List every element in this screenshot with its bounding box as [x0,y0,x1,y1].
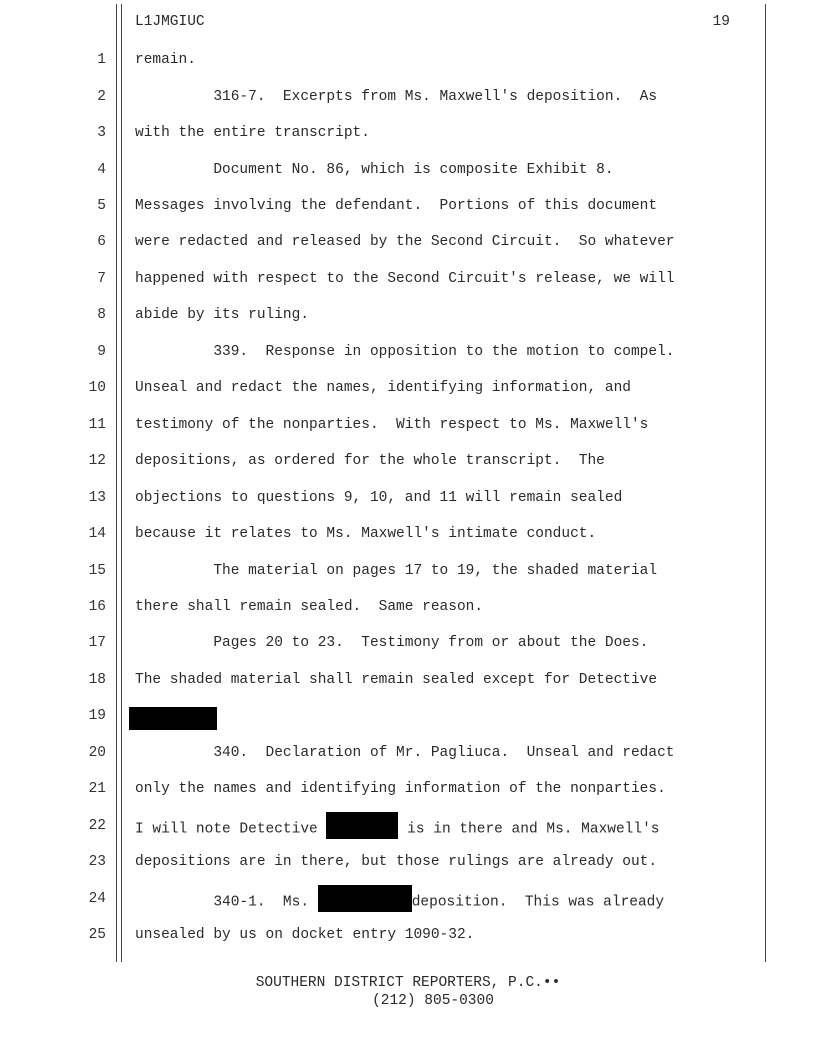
line-text: abide by its ruling. [135,307,310,323]
line-text: because it relates to Ms. Maxwell's intimate conduct. [135,526,597,542]
transcript-line [0,52,816,76]
line-number: 16 [88,599,106,615]
line-number: 20 [88,745,106,761]
line-text-after-redaction: deposition. This was already [411,894,665,911]
transcript-line [0,234,816,258]
transcript-line [0,854,816,878]
line-text: depositions are in there, but those rulings are already out. [135,854,658,870]
line-number: 5 [97,198,106,214]
reporter-phone: (212) 805-0300 [372,993,494,1009]
line-text: were redacted and released by the Second Circuit. So whatever [135,234,675,250]
line-number: 3 [97,125,106,141]
line-number: 13 [88,490,106,506]
transcript-line [0,635,816,659]
transcript-line [0,162,816,186]
line-number: 24 [88,891,106,907]
line-number: 15 [88,563,106,579]
line-number: 22 [88,818,106,834]
transcript-line [0,708,816,732]
line-text: Document No. 86, which is composite Exhibit 8. [135,162,614,178]
line-text: The material on pages 17 to 19, the shaded material [135,563,658,579]
line-number: 12 [88,453,106,469]
line-text: depositions, as ordered for the whole transcript. The [135,453,605,469]
line-number: 1 [97,52,106,68]
transcript-line [0,490,816,514]
redaction-box [326,812,398,839]
redaction-box [129,707,217,730]
line-number: 21 [88,781,106,797]
line-text: Unseal and redact the names, identifying information, and [135,380,631,396]
transcript-line [0,526,816,550]
line-text: The shaded material shall remain sealed except for Detective [135,672,658,688]
line-number: 14 [88,526,106,542]
transcript-line [0,125,816,149]
page-number: 19 [712,14,730,30]
transcript-line [0,818,816,842]
transcript-line [0,781,816,805]
line-text: objections to questions 9, 10, and 11 will remain sealed [135,490,623,506]
line-number: 19 [88,708,106,724]
line-text: 339. Response in opposition to the motion to compel. [135,344,675,360]
line-number: 2 [97,89,106,105]
reporter-name: SOUTHERN DISTRICT REPORTERS, P.C.•• [255,975,561,991]
line-text-before-redaction: 340-1. Ms. [135,894,318,911]
transcript-line [0,453,816,477]
transcript-line [0,271,816,295]
line-number: 7 [97,271,106,287]
redaction-box [318,885,412,912]
transcript-line [0,89,816,113]
line-number: 10 [88,380,106,396]
transcript-line [0,563,816,587]
line-number: 17 [88,635,106,651]
line-number: 8 [97,307,106,323]
line-text: remain. [135,52,196,68]
transcript-code: L1JMGIUC [135,14,205,30]
transcript-line [0,927,816,951]
line-text: 340. Declaration of Mr. Pagliuca. Unseal and redact [135,745,675,761]
line-number: 25 [88,927,106,943]
transcript-line [0,672,816,696]
line-number: 18 [88,672,106,688]
line-number: 23 [88,854,106,870]
line-number: 4 [97,162,106,178]
line-text-before-redaction: I will note Detective [135,821,327,838]
transcript-line [0,344,816,368]
transcript-line [0,380,816,404]
line-text: Messages involving the defendant. Portions of this document [135,198,658,214]
line-text: there shall remain sealed. Same reason. [135,599,484,615]
transcript-line [0,198,816,222]
line-text: Pages 20 to 23. Testimony from or about the Does. [135,635,649,651]
line-number: 9 [97,344,106,360]
line-text: unsealed by us on docket entry 1090-32. [135,927,475,943]
line-text: 316-7. Excerpts from Ms. Maxwell's deposition. As [135,89,658,105]
line-text [135,818,659,839]
line-text [135,891,664,912]
line-number: 11 [88,417,106,433]
line-text-after-redaction: is in there and Ms. Maxwell's [398,821,660,838]
transcript-line [0,599,816,623]
transcript-line [0,891,816,915]
line-number: 6 [97,234,106,250]
transcript-line [0,745,816,769]
transcript-line [0,417,816,441]
transcript-line [0,307,816,331]
line-text: with the entire transcript. [135,125,370,141]
line-text: testimony of the nonparties. With respect to Ms. Maxwell's [135,417,649,433]
line-text: happened with respect to the Second Circuit's release, we will [135,271,675,287]
line-text: only the names and identifying information of the nonparties. [135,781,666,797]
